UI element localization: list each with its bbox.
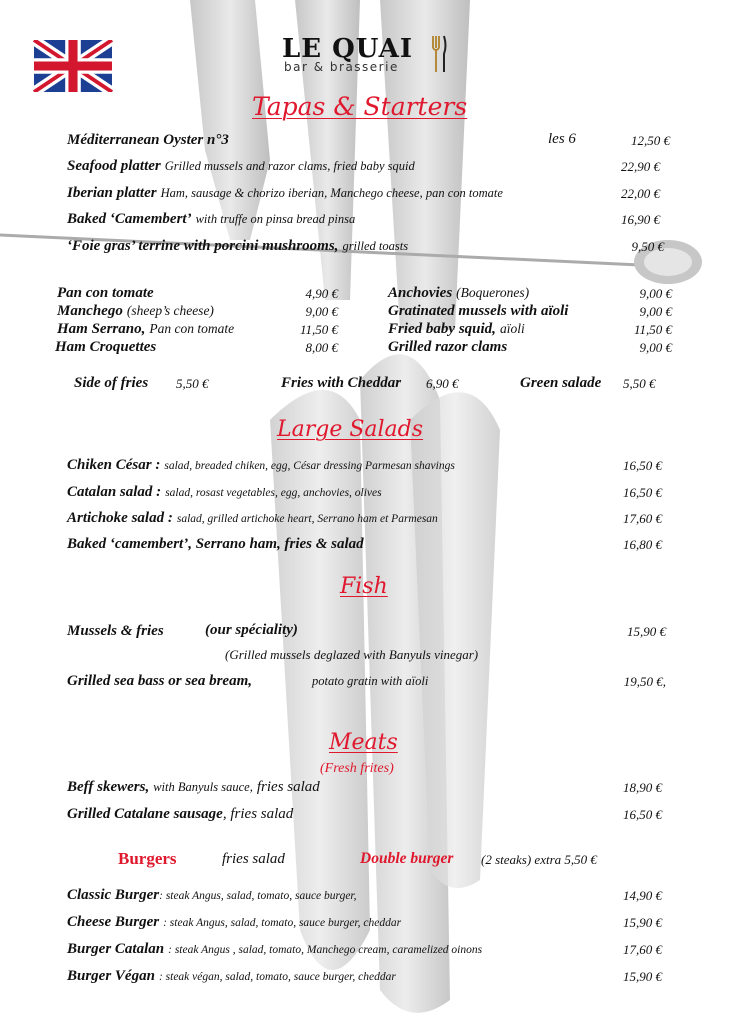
item-price: 16,50 € <box>623 807 662 822</box>
menu-item: Cheese Burger : steak Angus, salad, tomato, sauce burger, cheddar <box>67 914 402 930</box>
section-title-tapas: Tapas & Starters <box>252 92 468 121</box>
menu-item: Gratinated mussels with aïoli <box>388 303 569 319</box>
item-price: 16,80 € <box>623 537 662 552</box>
side-item: Fries with Cheddar <box>281 375 402 391</box>
item-price: 8,00 € <box>305 340 338 355</box>
menu-item: ‘Foie gras’ terrine with porcini mushrooms, grilled toasts <box>67 238 409 254</box>
item-price: 9,00 € <box>639 304 672 319</box>
menu-item: Ham Serrano, Pan con tomate <box>57 321 235 337</box>
menu-item: Méditerranean Oyster n°3 <box>67 132 229 148</box>
item-price: 16,90 € <box>621 212 660 227</box>
item-price: 22,00 € <box>621 186 660 201</box>
brand-logo <box>282 34 472 74</box>
menu-item: Seafood platter Grilled mussels and razor clams, fried baby squid <box>67 158 415 174</box>
section-subtitle-meats: (Fresh frites) <box>320 761 394 776</box>
section-title-burgers: Burgers <box>118 849 177 868</box>
item-price: 22,90 € <box>621 159 660 174</box>
menu-item: Classic Burger: steak Angus, salad, tomato, sauce burger, <box>67 887 357 903</box>
section-title-fish: Fish <box>340 574 388 599</box>
item-price: 18,90 € <box>623 780 662 795</box>
item-price: 14,90 € <box>623 888 662 903</box>
menu-item: Anchovies (Boquerones) <box>388 285 530 301</box>
item-price: 15,90 € <box>627 624 666 639</box>
item-price: 6,90 € <box>426 376 459 391</box>
menu-item: Burger Végan : steak végan, salad, tomato, sauce burger, cheddar <box>67 968 396 984</box>
side-item: Side of fries <box>74 375 149 391</box>
item-price: 17,60 € <box>623 511 662 526</box>
item-price: 15,90 € <box>623 915 662 930</box>
menu-item: Fried baby squid, aïoli <box>388 321 525 337</box>
section-title-meats: Meats <box>329 730 398 755</box>
menu-item: Grilled Catalane sausage, fries salad <box>67 806 294 822</box>
burgers-side: fries salad <box>222 851 285 867</box>
item-price: 4,90 € <box>305 286 338 301</box>
menu-item: Manchego (sheep’s cheese) <box>57 303 214 319</box>
item-price: 11,50 € <box>299 322 338 337</box>
menu-item: Chiken César : salad, breaded chiken, egg, César dressing Parmesan shavings <box>67 457 455 473</box>
brand-tagline: bar & brasserie <box>284 60 399 74</box>
item-price: 17,60 € <box>623 942 662 957</box>
menu-item: Grilled razor clams <box>388 339 508 355</box>
item-price: 12,50 € <box>631 133 670 148</box>
item-quantity: les 6 <box>548 131 576 147</box>
menu-item: Beff skewers, with Banyuls sauce, fries salad <box>67 779 320 795</box>
section-title-salads: Large Salads <box>277 417 424 442</box>
menu-item: Grilled sea bass or sea bream, <box>67 673 252 689</box>
item-price: 9,50 € <box>631 239 664 254</box>
item-price: 19,50 €, <box>623 674 666 689</box>
menu-item: Burger Catalan : steak Angus , salad, tomato, Manchego cream, caramelized oinons <box>67 941 483 957</box>
double-burger-desc: (2 steaks) extra 5,50 € <box>481 852 597 867</box>
brand-name: LE QUAI <box>282 34 414 64</box>
item-note: (our spéciality) <box>205 622 298 638</box>
item-description: (Grilled mussels deglazed with Banyuls vinegar) <box>225 647 479 662</box>
menu-item: Pan con tomate <box>57 285 154 301</box>
menu-item: Ham Croquettes <box>55 339 157 355</box>
menu-item: Baked ‘Camembert’ with truffe on pinsa bread pinsa <box>67 211 356 227</box>
item-price: 9,00 € <box>639 340 672 355</box>
item-price: 5,50 € <box>623 376 656 391</box>
item-price: 16,50 € <box>623 458 662 473</box>
menu-item: Iberian platter Ham, sausage & chorizo iberian, Manchego cheese, pan con tomate <box>67 185 503 201</box>
menu-item: Mussels & fries <box>67 623 164 639</box>
side-item: Green salade <box>520 375 602 391</box>
item-price: 9,00 € <box>639 286 672 301</box>
item-description: potato gratin with aïoli <box>312 674 429 688</box>
menu-item: Baked ‘camembert’, Serrano ham, fries & salad <box>67 536 364 552</box>
item-price: 11,50 € <box>633 322 672 337</box>
item-price: 15,90 € <box>623 969 662 984</box>
item-price: 9,00 € <box>305 304 338 319</box>
double-burger: Double burger <box>360 850 454 867</box>
menu-item: Catalan salad : salad, rosast vegetables, egg, anchovies, olives <box>67 484 382 500</box>
fork-knife-icon <box>430 34 448 74</box>
item-price: 16,50 € <box>623 485 662 500</box>
union-jack-flag-icon <box>33 40 113 92</box>
menu-item: Artichoke salad : salad, grilled artichoke heart, Serrano ham et Parmesan <box>67 510 438 526</box>
item-price: 5,50 € <box>176 376 209 391</box>
